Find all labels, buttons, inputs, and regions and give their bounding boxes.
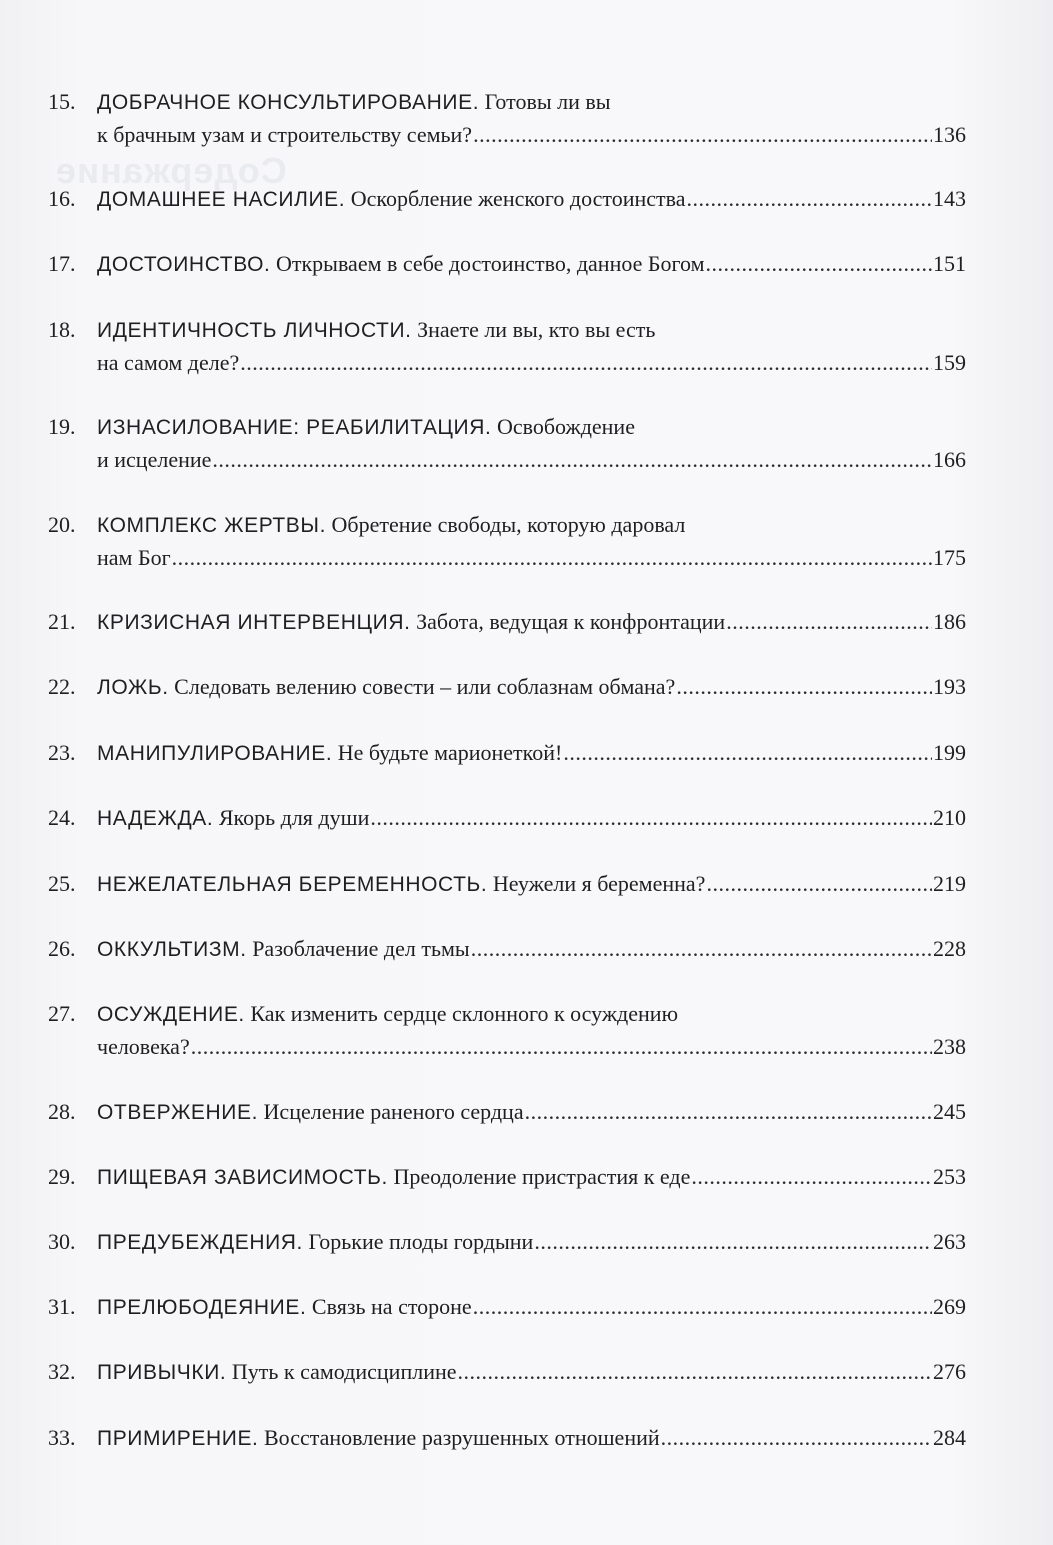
entry-subtitle: Разоблачение дел тьмы <box>252 936 470 961</box>
entry-subtitle-continued: и исцеление <box>97 447 212 472</box>
dot-leader <box>726 606 932 638</box>
entry-number: 15. <box>48 89 76 114</box>
dot-leader <box>458 1356 932 1388</box>
entry-page-number: 269 <box>933 1294 966 1319</box>
entry-subtitle: Связь на стороне <box>311 1294 472 1319</box>
toc-entry[interactable] <box>48 183 966 216</box>
entry-number: 30. <box>48 1229 76 1254</box>
dot-leader <box>661 1422 932 1454</box>
entry-number: 20. <box>48 512 76 537</box>
entry-page-number: 284 <box>933 1425 966 1450</box>
toc-entry[interactable] <box>48 933 966 966</box>
entry-page-number: 276 <box>933 1359 966 1384</box>
entry-page-number: 159 <box>933 350 966 375</box>
dot-leader <box>240 347 932 379</box>
toc-entry[interactable] <box>48 86 966 151</box>
entry-title: ОККУЛЬТИЗМ. <box>97 938 247 961</box>
entry-subtitle: Оскорбление женского достоинства <box>350 186 686 211</box>
toc-entry[interactable] <box>48 606 966 639</box>
entry-title: НАДЕЖДА. <box>97 807 214 830</box>
entry-subtitle-continued: к брачным узам и строительству семьи? <box>97 122 473 147</box>
entry-page-number: 151 <box>933 251 966 276</box>
dot-leader <box>212 444 932 476</box>
entry-subtitle: Восстановление разрушенных отношений <box>264 1425 660 1450</box>
entry-page-number: 175 <box>933 545 966 570</box>
dot-leader <box>473 1291 932 1323</box>
dot-leader <box>471 933 932 965</box>
dot-leader <box>172 542 932 574</box>
toc-entry[interactable] <box>48 411 966 476</box>
entry-title: ИЗНАСИЛОВАНИЕ: РЕАБИЛИТАЦИЯ. <box>97 416 492 439</box>
entry-subtitle-continued: на самом деле? <box>97 350 240 375</box>
entry-page-number: 199 <box>933 740 966 765</box>
toc-entry[interactable] <box>48 737 966 770</box>
entry-page-number: 166 <box>933 447 966 472</box>
entry-number: 23. <box>48 740 76 765</box>
entry-number: 24. <box>48 805 76 830</box>
entry-number: 16. <box>48 186 76 211</box>
entry-title: ОТВЕРЖЕНИЕ. <box>97 1101 259 1124</box>
dot-leader <box>473 119 932 151</box>
dot-leader <box>563 737 932 769</box>
entry-number: 25. <box>48 871 76 896</box>
entry-page-number: 210 <box>933 805 966 830</box>
entry-title: ПРЕЛЮБОДЕЯНИЕ. <box>97 1296 307 1319</box>
entry-subtitle: Как изменить сердце склонного к осуждению <box>250 1001 678 1026</box>
entry-number: 22. <box>48 674 76 699</box>
entry-title: ДОБРАЧНОЕ КОНСУЛЬТИРОВАНИЕ. <box>97 91 480 114</box>
entry-subtitle: Забота, ведущая к конфронтации <box>416 609 726 634</box>
entry-subtitle: Готовы ли вы <box>484 89 611 114</box>
entry-title: ДОМАШНЕЕ НАСИЛИЕ. <box>97 188 346 211</box>
entry-title: МАНИПУЛИРОВАНИЕ. <box>97 742 333 765</box>
entry-number: 26. <box>48 936 76 961</box>
entry-subtitle: Следовать велению совести – или соблазнам обмана? <box>174 674 676 699</box>
toc-entry[interactable] <box>48 1291 966 1324</box>
entry-title: ИДЕНТИЧНОСТЬ ЛИЧНОСТИ. <box>97 319 412 342</box>
toc-entry[interactable] <box>48 1161 966 1194</box>
toc-entry[interactable] <box>48 998 966 1063</box>
entry-number: 19. <box>48 414 76 439</box>
entry-subtitle: Преодоление пристрастия к еде <box>393 1164 691 1189</box>
toc-entry[interactable] <box>48 509 966 574</box>
entry-page-number: 245 <box>933 1099 966 1124</box>
entry-page-number: 143 <box>933 186 966 211</box>
entry-page-number: 186 <box>933 609 966 634</box>
entry-number: 31. <box>48 1294 76 1319</box>
entry-subtitle: Не будьте марионеткой! <box>337 740 563 765</box>
dot-leader <box>370 802 932 834</box>
entry-title: ДОСТОИНСТВО. <box>97 253 271 276</box>
entry-number: 18. <box>48 317 76 342</box>
entry-title: ПРИВЫЧКИ. <box>97 1361 227 1384</box>
entry-title: ПИЩЕВАЯ ЗАВИСИМОСТЬ. <box>97 1166 388 1189</box>
dot-leader <box>191 1031 932 1063</box>
entry-page-number: 263 <box>933 1229 966 1254</box>
entry-subtitle-continued: нам Бог <box>97 545 171 570</box>
entry-subtitle: Горькие плоды гордыни <box>308 1229 534 1254</box>
entry-page-number: 136 <box>933 122 966 147</box>
dot-leader <box>706 248 932 280</box>
entry-page-number: 238 <box>933 1034 966 1059</box>
entry-number: 21. <box>48 609 76 634</box>
toc-entry[interactable] <box>48 1422 966 1455</box>
entry-title: ПРЕДУБЕЖДЕНИЯ. <box>97 1231 303 1254</box>
entry-subtitle: Якорь для души <box>218 805 370 830</box>
entry-page-number: 193 <box>933 674 966 699</box>
entry-page-number: 228 <box>933 936 966 961</box>
entry-number: 17. <box>48 251 76 276</box>
entry-number: 33. <box>48 1425 76 1450</box>
toc-entry[interactable] <box>48 802 966 835</box>
entry-subtitle: Исцеление раненого сердца <box>263 1099 524 1124</box>
entry-title: ПРИМИРЕНИЕ. <box>97 1427 259 1450</box>
entry-subtitle: Знаете ли вы, кто вы есть <box>417 317 656 342</box>
show-through-heading: Содержание <box>55 150 287 191</box>
dot-leader <box>687 183 932 215</box>
entry-subtitle: Неужели я беременна? <box>492 871 706 896</box>
entry-subtitle-continued: человека? <box>97 1034 190 1059</box>
toc-entry[interactable] <box>48 671 966 704</box>
dot-leader <box>706 868 932 900</box>
toc-entry[interactable] <box>48 1226 966 1259</box>
entry-title: ОСУЖДЕНИЕ. <box>97 1003 245 1026</box>
entry-page-number: 219 <box>933 871 966 896</box>
toc-entry[interactable] <box>48 1356 966 1389</box>
entry-page-number: 253 <box>933 1164 966 1189</box>
entry-title: ЛОЖЬ. <box>97 676 169 699</box>
entry-title: НЕЖЕЛАТЕЛЬНАЯ БЕРЕМЕННОСТЬ. <box>97 873 488 896</box>
entry-subtitle: Обретение свободы, которую даровал <box>331 512 686 537</box>
entry-number: 28. <box>48 1099 76 1124</box>
entry-title: КОМПЛЕКС ЖЕРТВЫ. <box>97 514 327 537</box>
toc-entry[interactable] <box>48 248 966 281</box>
entry-subtitle: Открываем в себе достоинство, данное Богом <box>275 251 705 276</box>
toc-entry[interactable] <box>48 314 966 379</box>
dot-leader <box>691 1161 932 1193</box>
entry-number: 32. <box>48 1359 76 1384</box>
entry-title: КРИЗИСНАЯ ИНТЕРВЕНЦИЯ. <box>97 611 411 634</box>
entry-number: 27. <box>48 1001 76 1026</box>
dot-leader <box>534 1226 932 1258</box>
entry-subtitle: Путь к самодисциплине <box>231 1359 457 1384</box>
entry-subtitle: Освобождение <box>496 414 635 439</box>
toc-entry[interactable] <box>48 1096 966 1129</box>
toc-entry[interactable] <box>48 868 966 901</box>
dot-leader <box>525 1096 932 1128</box>
entry-number: 29. <box>48 1164 76 1189</box>
dot-leader <box>676 671 932 703</box>
